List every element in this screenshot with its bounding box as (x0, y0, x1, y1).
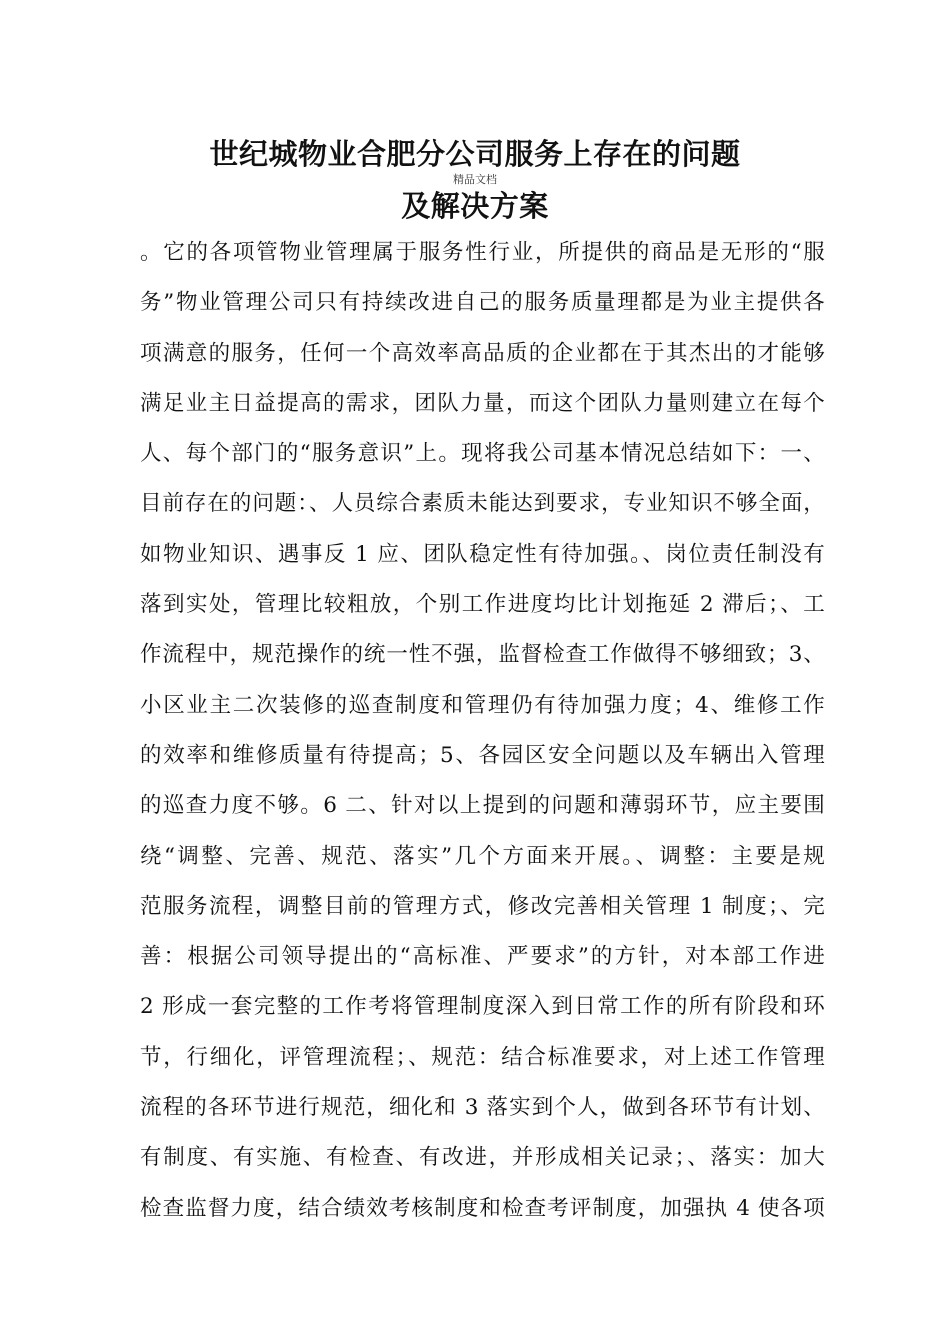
watermark-label: 精品文档 (453, 173, 497, 186)
body-line: 节，行细化，评管理流程；、规范：结合标准要求，对上述工作管理 (140, 1044, 825, 1070)
body-line: 的效率和维修质量有待提高；5、各园区安全问题以及车辆出入管理 (140, 742, 825, 768)
body-line: 如物业知识、遇事反 1 应、团队稳定性有待加强。、岗位责任制没有 (140, 541, 825, 567)
body-text (140, 228, 825, 1234)
body-line: 绕“调整、完善、规范、落实”几个方面来开展。、调整：主要是规 (140, 843, 825, 869)
document-title-line-2: 及解决方案 (401, 189, 549, 223)
body-line: 有制度、有实施、有检查、有改进，并形成相关记录；、落实：加大 (140, 1145, 825, 1171)
body-line: 的巡查力度不够。6 二、针对以上提到的问题和薄弱环节，应主要围 (140, 793, 825, 819)
body-line: 善：根据公司领导提出的“高标准、严要求”的方针，对本部工作进 (140, 944, 825, 970)
body-line: 小区业主二次装修的巡查制度和管理仍有待加强力度；4、维修工作 (140, 692, 825, 718)
body-line: 务”物业管理公司只有持续改进自己的服务质量理都是为业主提供各 (140, 290, 825, 316)
body-line: 满足业主日益提高的需求，团队力量，而这个团队力量则建立在每个 (140, 390, 825, 416)
body-line: 落到实处，管理比较粗放，个别工作进度均比计划拖延 2 滞后；、工 (140, 592, 825, 618)
body-line: 检查监督力度，结合绩效考核制度和检查考评制度，加强执 4 使各项 (140, 1195, 825, 1221)
body-line: 目前存在的问题：、人员综合素质未能达到要求，专业知识不够全面， (140, 491, 825, 517)
body-line: 。它的各项管物业管理属于服务性行业，所提供的商品是无形的“服 (140, 240, 825, 265)
body-line: 项满意的服务，任何一个高效率高品质的企业都在于其杰出的才能够 (140, 340, 825, 366)
body-line: 2 形成一套完整的工作考将管理制度深入到日常工作的所有阶段和环 (140, 994, 825, 1020)
body-line: 作流程中，规范操作的统一性不强，监督检查工作做得不够细致；3、 (140, 642, 825, 668)
body-line: 范服务流程，调整目前的管理方式，修改完善相关管理 1 制度；、完 (140, 893, 825, 919)
body-line: 人、每个部门的“服务意识”上。现将我公司基本情况总结如下：一、 (140, 441, 825, 467)
body-line: 流程的各环节进行规范，细化和 3 落实到个人，做到各环节有计划、 (140, 1095, 825, 1121)
document-title-line-1: 世纪城物业合肥分公司服务上存在的问题 (209, 137, 741, 171)
